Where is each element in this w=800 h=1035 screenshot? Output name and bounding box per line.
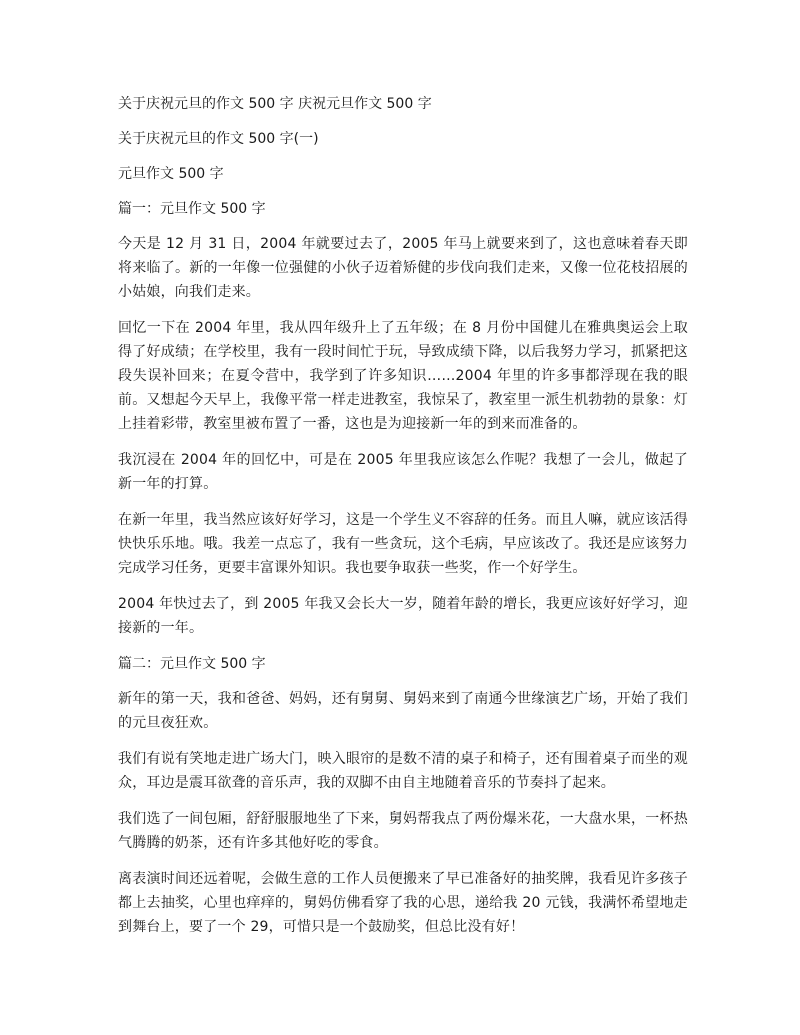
paragraph-6: 新年的第一天，我和爸爸、妈妈，还有舅舅、舅妈来到了南通今世缘演艺广场，开始了我们的元旦夜狂欢。 — [118, 691, 688, 731]
paragraph-1: 今天是 12 月 31 日，2004 年就要过去了，2005 年马上就要来到了，这也意味着春天即将来临了。新的一年像一位强健的小伙子迈着矫健的步伐向我们走来，又像一位花枝招展的小姑娘，向我们走来。 — [118, 236, 688, 300]
document-page — [118, 92, 688, 951]
paragraph-5: 2004 年快过去了，到 2005 年我又会长大一岁，随着年龄的增长，我更应该好好学习，迎接新的一年。 — [118, 596, 688, 636]
paragraph-2: 回忆一下在 2004 年里，我从四年级升上了五年级；在 8 月份中国健儿在雅典奥运会上取得了好成绩；在学校里，我有一段时间忙于玩，导致成绩下降，以后我努力学习，抓紧把这段失误补回来；在夏令营中，我学到了许多知识……2004 年里的许多事都浮现在我的眼前。又想起今天早上，我像平常一样走进教室，我惊呆了，教室里一派生机勃勃的景象：灯上挂着彩带，教室里被布置了一番，这也是为迎接新一年的到来而准备的。 — [118, 320, 688, 432]
section-title-2: 篇二：元旦作文 500 字 — [118, 656, 266, 672]
paragraph-8: 我们选了一间包厢，舒舒服服地坐了下来，舅妈帮我点了两份爆米花，一大盘水果，一杯热气腾腾的奶茶，还有许多其他好吃的零食。 — [118, 811, 688, 851]
section-title-1: 篇一：元旦作文 500 字 — [118, 201, 266, 217]
document-heading: 元旦作文 500 字 — [118, 166, 224, 182]
document-subtitle: 关于庆祝元旦的作文 500 字(一) — [118, 131, 319, 147]
paragraph-7: 我们有说有笑地走进广场大门，映入眼帘的是数不清的桌子和椅子，还有围着桌子而坐的观众，耳边是震耳欲聋的音乐声，我的双脚不由自主地随着音乐的节奏抖了起来。 — [118, 751, 688, 791]
document-title: 关于庆祝元旦的作文 500 字 庆祝元旦作文 500 字 — [118, 96, 432, 112]
paragraph-3: 我沉浸在 2004 年的回忆中，可是在 2005 年里我应该怎么作呢？我想了一会儿，做起了新一年的打算。 — [118, 452, 688, 492]
paragraph-4: 在新一年里，我当然应该好好学习，这是一个学生义不容辞的任务。而且人嘛，就应该活得快快乐乐地。哦。我差一点忘了，我有一些贪玩，这个毛病，早应该改了。我还是应该努力完成学习任务，更要丰富课外知识。我也要争取获一些奖，作一个好学生。 — [118, 512, 688, 576]
paragraph-9: 离表演时间还远着呢，会做生意的工作人员便搬来了早已准备好的抽奖牌，我看见许多孩子都上去抽奖，心里也痒痒的，舅妈仿佛看穿了我的心思，递给我 20 元钱，我满怀希望地走到舞台上，要了一个 29，可惜只是一个鼓励奖，但总比没有好！ — [118, 871, 688, 935]
